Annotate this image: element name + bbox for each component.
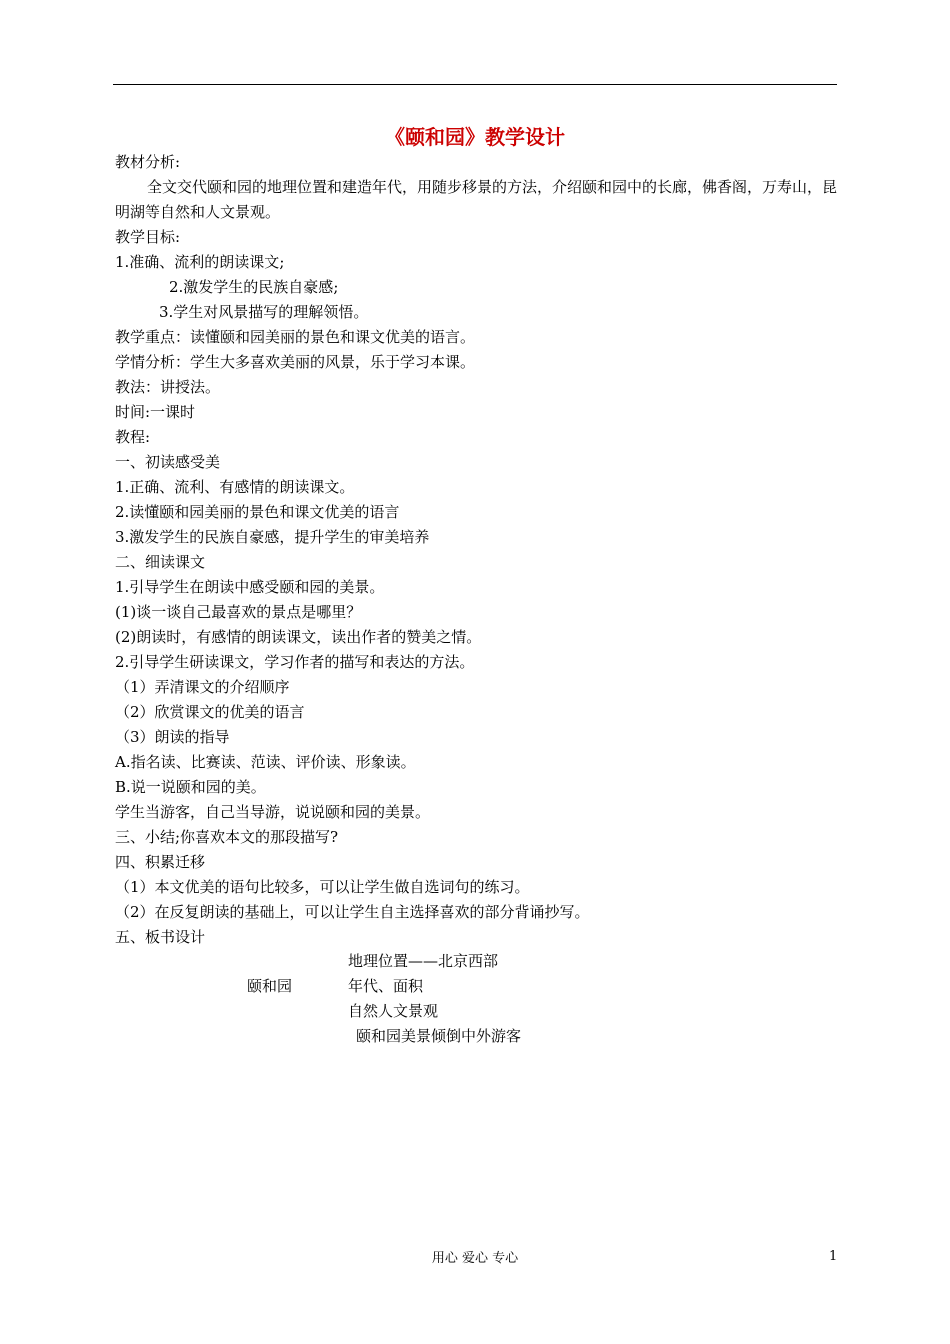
process-subitem: (1)谈一谈自己最喜欢的景点是哪里？ — [115, 603, 362, 621]
process-subitem: 学生当游客，自己当导游，说说颐和园的美景。 — [115, 803, 431, 821]
process-subitem: (2)朗读时，有感情的朗读课文，读出作者的赞美之情。 — [115, 628, 482, 646]
process-subitem: （2）欣赏课文的优美的语言 — [115, 703, 305, 721]
objective-item: 2.激发学生的民族自豪感; — [169, 278, 339, 296]
objective-item: 3.学生对风景描写的理解领悟。 — [159, 303, 369, 321]
document-body — [115, 150, 837, 950]
process-heading: 五、板书设计 — [115, 928, 206, 946]
process-item: 1.引导学生在朗读中感受颐和园的美景。 — [115, 578, 385, 596]
process-heading: 三、小结;你喜欢本文的那段描写? — [115, 828, 339, 846]
process-item: 1.正确、流利、有感情的朗读课文。 — [115, 478, 355, 496]
process-subitem: （3）朗读的指导 — [115, 728, 230, 746]
process-subitem: （1）弄清课文的介绍顺序 — [115, 678, 290, 696]
key-points: 教学重点：读懂颐和园美丽的景色和课文优美的语言。 — [115, 328, 476, 346]
process-subitem: A.指名读、比赛读、范读、评价读、形象读。 — [115, 753, 416, 771]
process-subitem: （1）本文优美的语句比较多，可以让学生做自选词句的练习。 — [115, 878, 530, 896]
section-heading-material-analysis: 教材分析: — [115, 153, 181, 171]
page-number: 1 — [829, 1249, 838, 1264]
board-left-label: 颐和园 — [247, 977, 293, 995]
board-item: 自然人文景观 — [348, 1002, 439, 1020]
board-item: 颐和园美景倾倒中外游客 — [356, 1027, 522, 1045]
material-analysis-paragraph: 全文交代颐和园的地理位置和建造年代，用随步移景的方法，介绍颐和园中的长廊，佛香阁，万寿山，昆明湖等自然和人文景观。 — [115, 178, 838, 221]
student-analysis: 学情分析：学生大多喜欢美丽的风景，乐于学习本课。 — [115, 353, 476, 371]
process-item: 3.激发学生的民族自豪感，提升学生的审美培养 — [115, 528, 430, 546]
process-item: 2.读懂颐和园美丽的景色和课文优美的语言 — [115, 503, 400, 521]
process-subitem: （2）在反复朗读的基础上，可以让学生自主选择喜欢的部分背诵抄写。 — [115, 903, 590, 921]
header-rule — [113, 84, 837, 85]
board-item: 地理位置——北京西部 — [348, 952, 499, 970]
document-title: 《颐和园》教学设计 — [385, 125, 565, 149]
process-heading: 四、积累迁移 — [115, 853, 206, 871]
section-heading-process: 教程: — [115, 428, 151, 446]
objective-item: 1.准确、流利的朗读课文; — [115, 253, 285, 271]
process-heading: 二、细读课文 — [115, 553, 206, 571]
process-item: 2.引导学生研读课文，学习作者的描写和表达的方法。 — [115, 653, 475, 671]
process-subitem: B.说一说颐和园的美。 — [115, 778, 266, 796]
page-footer: 用心 爱心 专心 — [431, 1251, 519, 1266]
teaching-method: 教法：讲授法。 — [115, 378, 221, 396]
section-heading-objectives: 教学目标: — [115, 228, 181, 246]
board-item: 年代、面积 — [348, 977, 424, 995]
time: 时间:一课时 — [115, 403, 196, 421]
process-heading: 一、初读感受美 — [115, 453, 221, 471]
